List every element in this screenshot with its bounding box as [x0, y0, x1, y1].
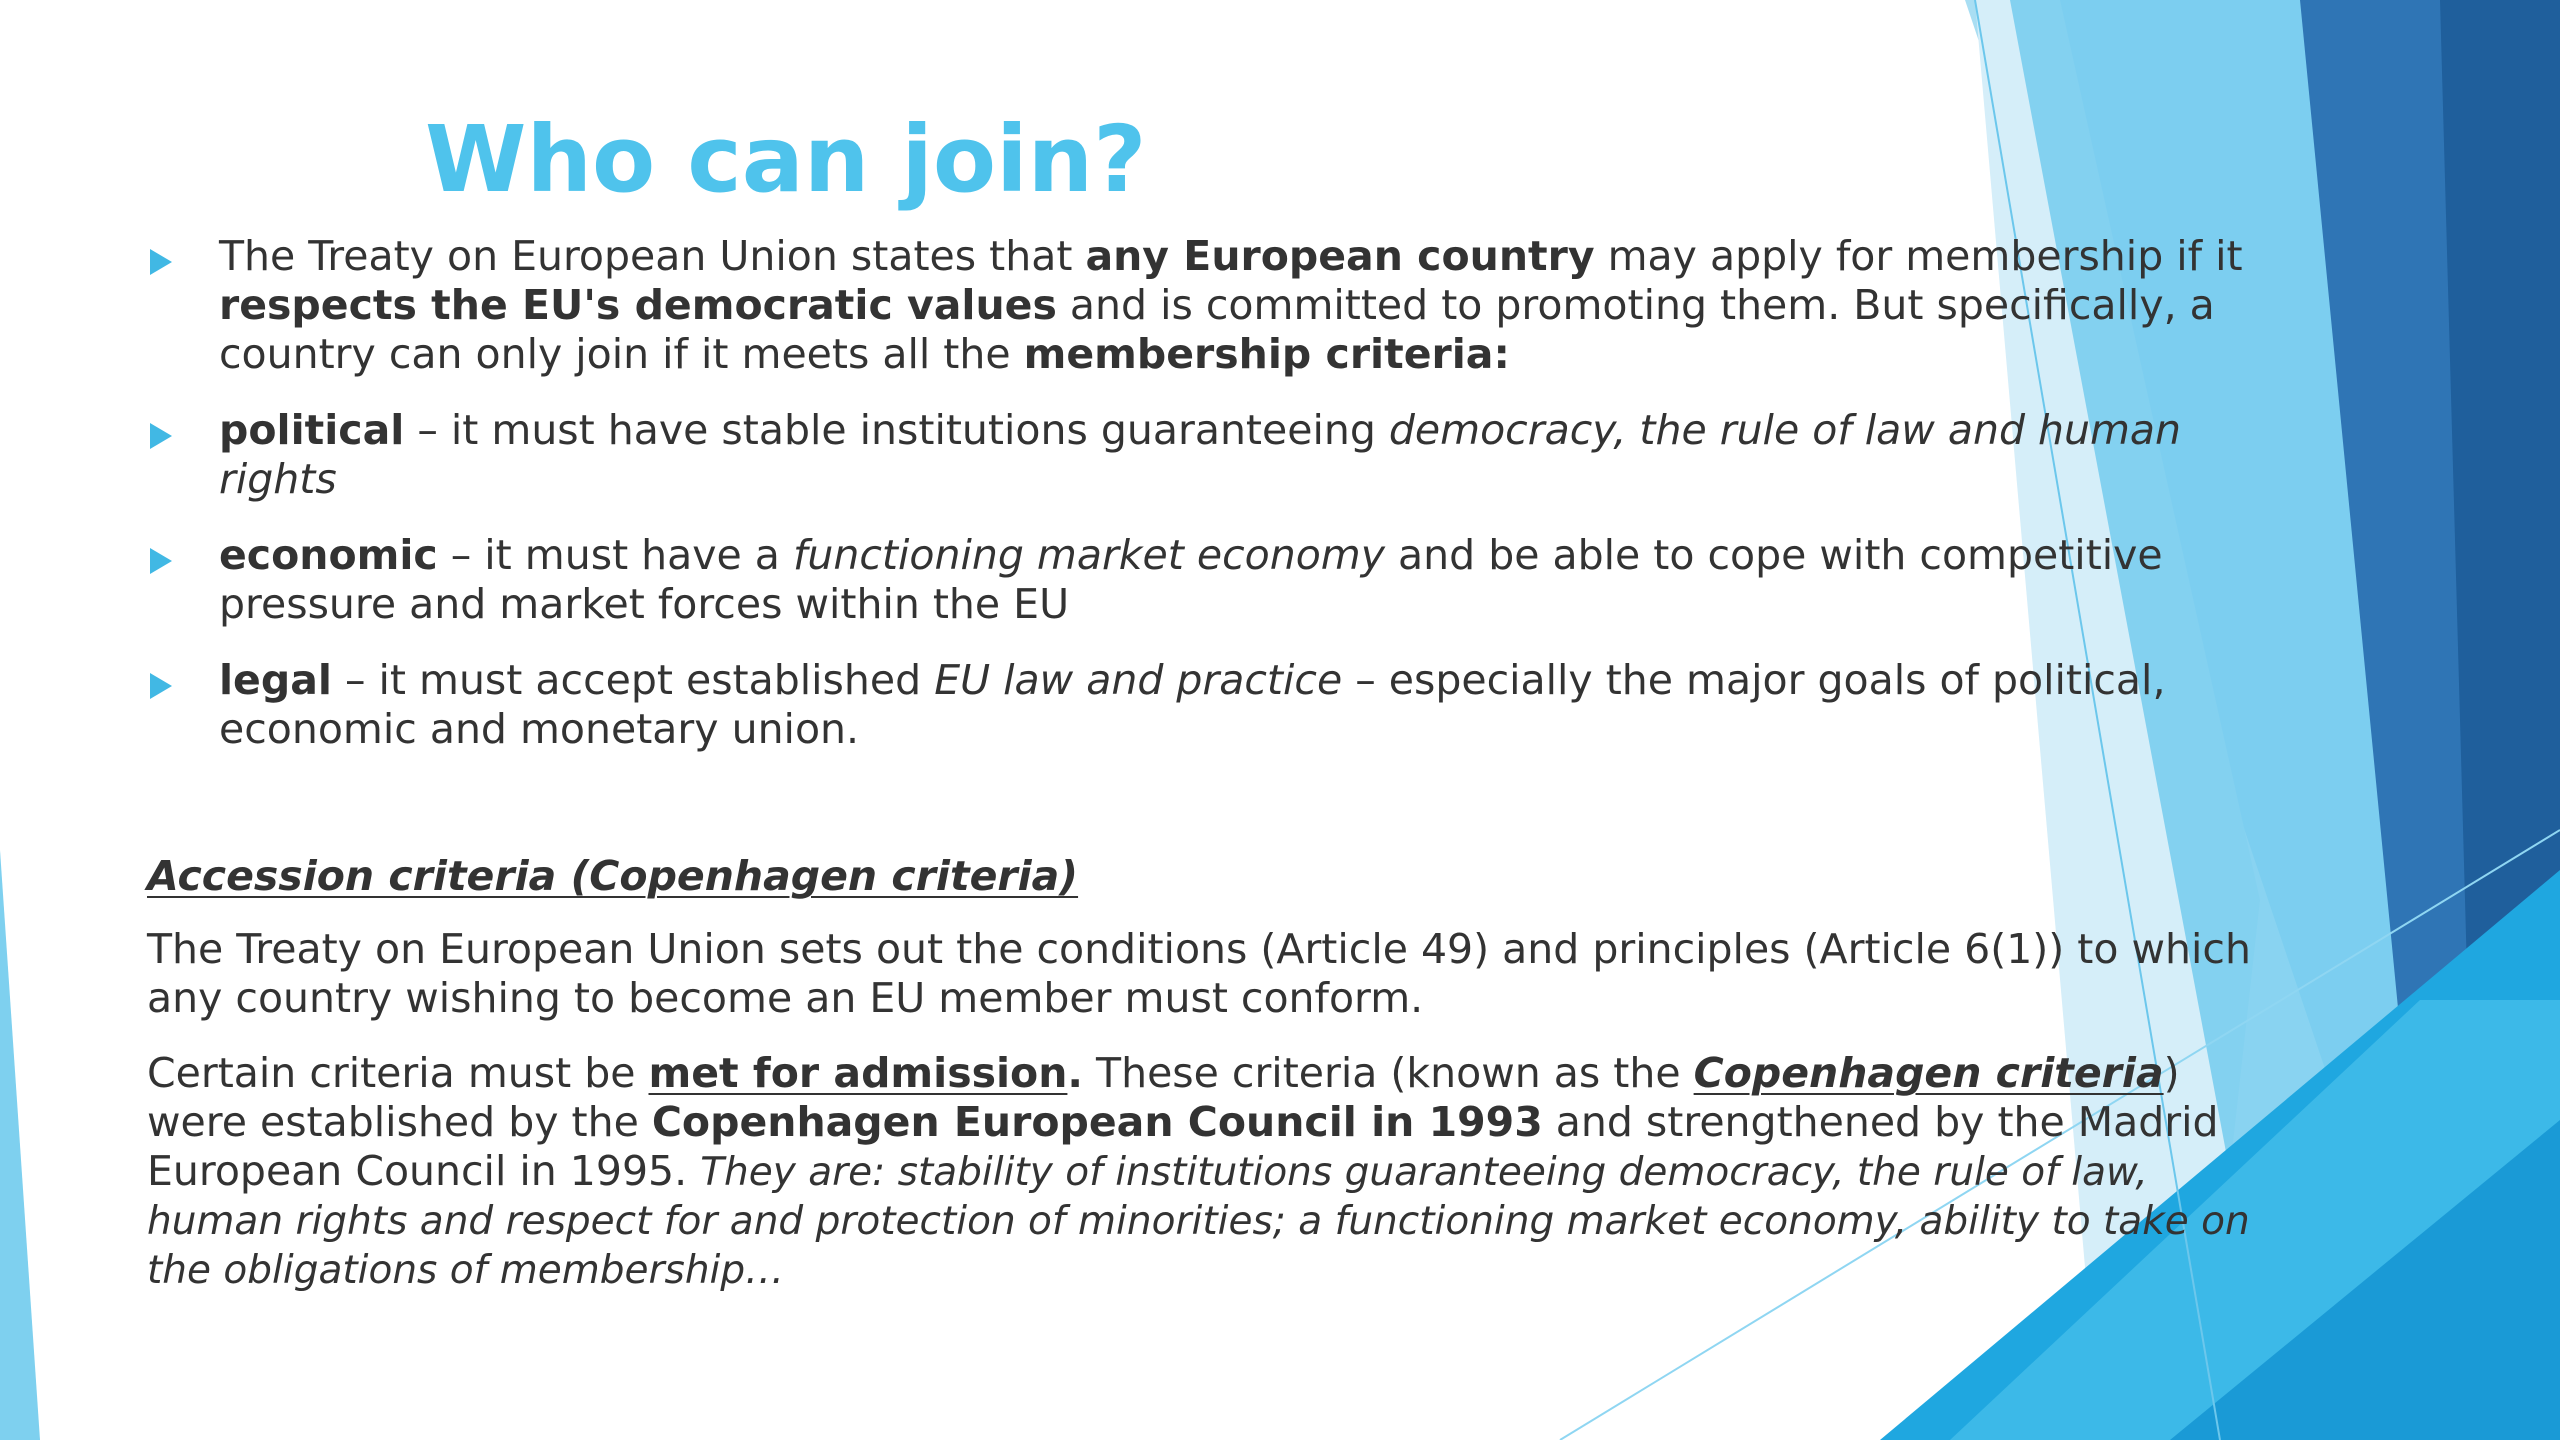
bullet-bold-text: membership criteria — [1023, 330, 1494, 378]
paragraph-text: and strengthened by the Madrid European Council in 1995. — [147, 1098, 2219, 1195]
bullet-bold-text: any European country — [1085, 232, 1595, 280]
paragraph-text: These criteria (known as the — [1083, 1049, 1694, 1097]
right-triangle-icon — [150, 249, 172, 275]
bullet-term: economic — [219, 531, 438, 579]
bullet-text: and is committed to promoting them. But specifically, a country can only join if it meets all the — [219, 281, 2215, 378]
bullet-bold-text: respects the EU's democratic values — [219, 281, 1057, 329]
right-triangle-icon — [150, 548, 172, 574]
bullet-item-legal — [147, 656, 2267, 754]
bullet-text: – it must accept established — [331, 656, 935, 704]
bullet-item-political — [147, 406, 2267, 504]
criteria-list-text: They are: stability of institutions guaranteeing democracy, the rule of law, human rights and respect for and protection of minorities; a functioning market economy, ability to take on the obligations of membership… — [147, 1150, 2250, 1293]
accession-paragraph-1: The Treaty on European Union sets out the conditions (Article 49) and principles (Article 6(1)) to which any country wishing to become an EU member must conform. — [147, 925, 2251, 1022]
bullet-list — [147, 232, 2267, 781]
met-for-admission-text: met for admission — [648, 1049, 1068, 1097]
bullet-text: and be able to cope with competitive pressure and market forces within the EU — [219, 531, 2163, 628]
bullet-text: – especially the major goals of political, economic and monetary union. — [219, 656, 2166, 753]
bullet-punctuation: : — [1493, 330, 1510, 378]
bullet-text: – it must have stable institutions guaranteeing — [404, 406, 1389, 454]
right-triangle-icon — [150, 423, 172, 449]
accession-paragraph-2 — [147, 1049, 2267, 1294]
copenhagen-criteria-text — [1694, 1049, 2164, 1097]
bullet-text: may apply for membership if it — [1594, 232, 2243, 280]
bullet-italic-text: EU law and practice — [934, 656, 1343, 704]
bullet-text: – it must have a — [437, 531, 793, 579]
right-triangle-icon — [150, 673, 172, 699]
paragraph-text: ) were established by the — [147, 1049, 2180, 1146]
bullet-italic-text: functioning market economy — [792, 531, 1386, 579]
paragraph-punctuation: . — [1067, 1049, 1083, 1097]
accession-heading: Accession criteria (Copenhagen criteria) — [147, 852, 1079, 900]
copenhagen-criteria-italic: Copenhagen criteria — [1693, 1049, 2164, 1097]
bullet-item-treaty — [147, 232, 2267, 379]
bullet-term: legal — [219, 656, 332, 704]
copenhagen-council-text: Copenhagen European Council in 1993 — [651, 1098, 1543, 1146]
bullet-text: The Treaty on European Union states that — [219, 232, 1086, 280]
bullet-term: political — [219, 406, 405, 454]
paragraph-text: Certain criteria must be — [147, 1049, 649, 1097]
bullet-italic-text: democracy, the rule of law and human rights — [219, 406, 2182, 503]
bullet-item-economic — [147, 531, 2267, 629]
slide-title: Who can join? — [425, 106, 1147, 213]
left-edge-blue-shape — [0, 850, 40, 1440]
accession-section — [147, 852, 2267, 1320]
